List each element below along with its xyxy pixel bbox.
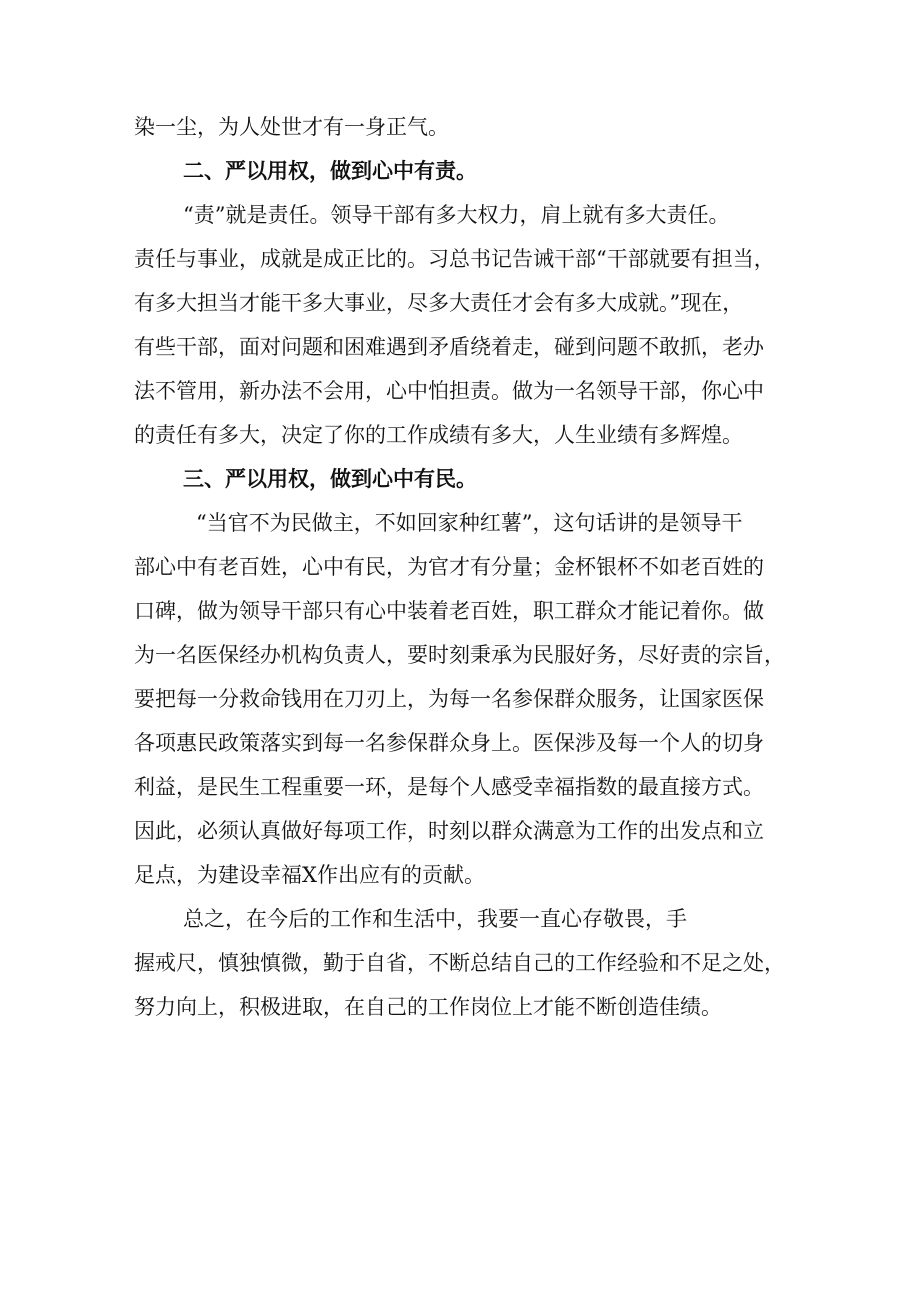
paragraph-line: 部心中有老百姓，心中有民，为官才有分量；金杯银杯不如老百姓的 bbox=[134, 555, 764, 579]
paragraph-line: “当官不为民做主，不如回家种红薯”，这句话讲的是领导干 bbox=[196, 511, 743, 535]
paragraph-line: 努力向上，积极进取，在自己的工作岗位上才能不断创造佳绩。 bbox=[134, 995, 722, 1019]
paragraph-line: 足点，为建设幸福X作出应有的贡献。 bbox=[134, 863, 485, 887]
paragraph-line: 因此，必须认真做好每项工作，时刻以群众满意为工作的出发点和立 bbox=[134, 819, 764, 843]
paragraph-line: 染一尘，为人处世才有一身正气。 bbox=[134, 115, 449, 139]
paragraph-line: 握戒尺，慎独慎微，勤于自省，不断总结自己的工作经验和不足之处， bbox=[134, 951, 785, 975]
paragraph-line: 要把每一分救命钱用在刀刃上，为每一名参保群众服务，让国家医保 bbox=[134, 687, 764, 711]
paragraph-line: 法不管用，新办法不会用，心中怕担责。做为一名领导干部，你心中 bbox=[134, 379, 764, 403]
paragraph-line: 利益，是民生工程重要一环，是每个人感受幸福指数的最直接方式。 bbox=[134, 775, 764, 799]
paragraph-line: 责任与事业，成就是成正比的。习总书记告诫干部“干部就要有担当， bbox=[134, 247, 775, 271]
paragraph-line: 有些干部，面对问题和困难遇到矛盾绕着走，碰到问题不敢抓，老办 bbox=[134, 335, 764, 359]
section-heading-2: 二、严以用权，做到心中有责。 bbox=[183, 159, 477, 183]
paragraph-line: 总之，在今后的工作和生活中，我要一直心存敬畏，手 bbox=[183, 907, 687, 931]
paragraph-line: 为一名医保经办机构负责人，要时刻秉承为民服好务，尽好责的宗旨， bbox=[134, 643, 785, 667]
paragraph-line: 有多大担当才能干多大事业，尽多大责任才会有多大成就。”现在， bbox=[134, 291, 744, 315]
section-heading-3: 三、严以用权，做到心中有民。 bbox=[183, 467, 477, 491]
paragraph-line: “责”就是责任。领导干部有多大权力，肩上就有多大责任。 bbox=[183, 203, 730, 227]
paragraph-line: 口碑，做为领导干部只有心中装着老百姓，职工群众才能记着你。做 bbox=[134, 599, 764, 623]
paragraph-line: 各项惠民政策落实到每一名参保群众身上。医保涉及每一个人的切身 bbox=[134, 731, 764, 755]
paragraph-line: 的责任有多大，决定了你的工作成绩有多大，人生业绩有多辉煌。 bbox=[134, 423, 743, 447]
